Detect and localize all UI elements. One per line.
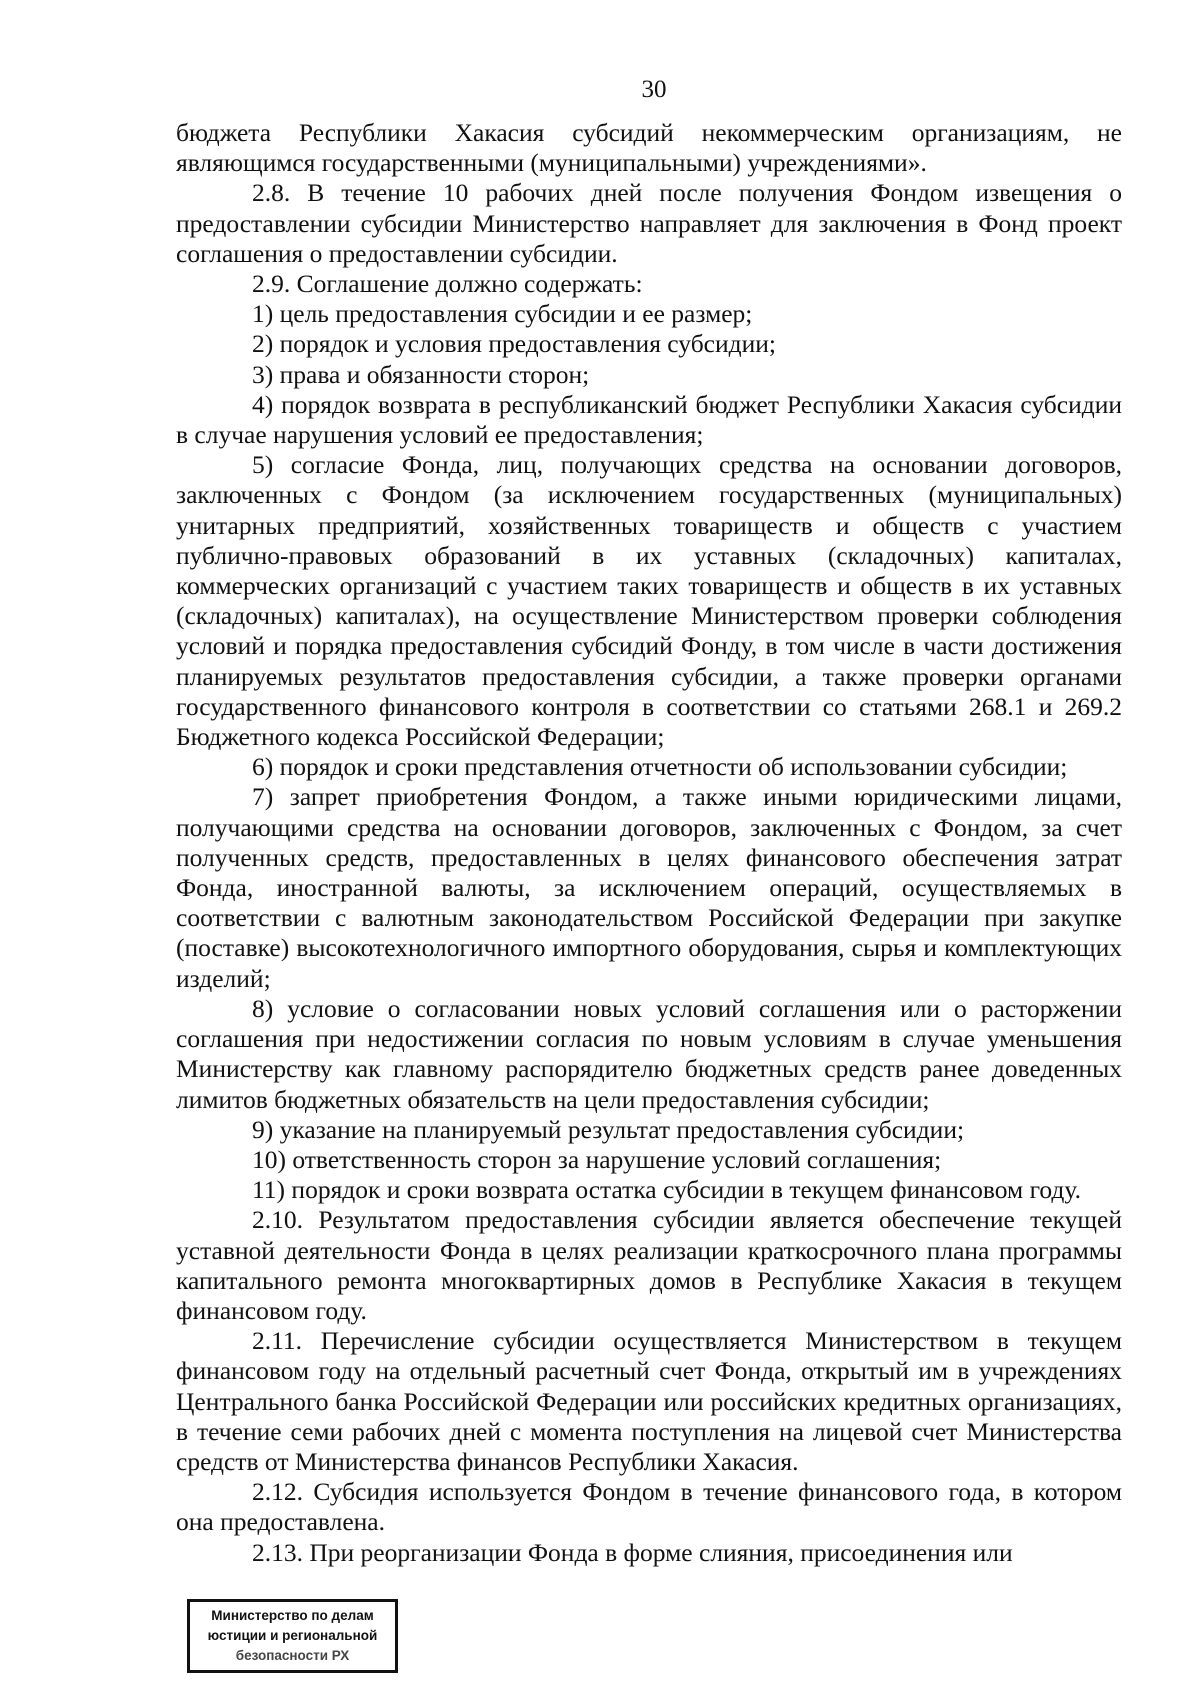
document-body	[176, 118, 1122, 1568]
stamp-line-2: юстиции и региональной	[207, 1628, 378, 1643]
list-item-10: 10) ответственность сторон за нарушение условий соглашения;	[252, 1144, 942, 1174]
list-item-6: 6) порядок и сроки представления отчетности об использовании субсидии;	[252, 752, 1068, 782]
stamp-line-1: Министерство по делам	[211, 1608, 374, 1623]
ministry-stamp	[187, 1599, 398, 1673]
list-item-9: 9) указание на планируемый результат предоставления субсидии;	[252, 1114, 965, 1144]
list-item-8: 8) условие о согласовании новых условий соглашения или о расторжении соглашения при недостижении согласия по новым условиям в случае уменьшения Министерству как главному распорядителю бюджетных средств ранее доведенных лимитов бюджетных обязательств на цели предоставления субсидии;	[176, 993, 1122, 1114]
paragraph-2-9: 2.9. Соглашение должно содержать:	[252, 269, 643, 299]
paragraph-2-10: 2.10. Результатом предоставления субсидии является обеспечение текущей уставной деятельности Фонда в целях реализации краткосрочного плана программы капитального ремонта многоквартирных домов в Республике Хакасия в текущем финансовом году.	[176, 1205, 1122, 1325]
list-item-4: 4) порядок возврата в республиканский бюджет Республики Хакасия субсидии в случае нарушения условий ее предоставления;	[176, 389, 1122, 450]
paragraph-2-13: 2.13. При реорганизации Фонда в форме слияния, присоединения или	[252, 1537, 1013, 1567]
list-item-11: 11) порядок и сроки возврата остатка субсидии в текущем финансовом году.	[252, 1175, 1081, 1205]
stamp-line-3: безопасности РХ	[235, 1648, 350, 1663]
list-item-1: 1) цель предоставления субсидии и ее размер;	[252, 299, 753, 329]
paragraph-2-11: 2.11. Перечисление субсидии осуществляется Министерством в текущем финансовом году на отдельный расчетный счет Фонда, открытый им в учреждениях Центрального банка Российской Федерации или российских кредитных организациях, в течение семи рабочих дней с момента поступления на лицевой счет Министерства средств от Министерства финансов Республики Хакасия.	[176, 1326, 1122, 1476]
list-item-5: 5) согласие Фонда, лиц, получающих средства на основании договоров, заключенных с Фондом (за исключением государственных (муниципальных) унитарных предприятий, хозяйственных товариществ и обществ с участием публично-правовых образований в их уставных (складочных) капиталах, коммерческих организаций с участием таких товариществ и обществ в их уставных (складочных) капиталах), на осуществление Министерством проверки соблюдения условий и порядка предоставления субсидий Фонду, в том числе в части достижения планируемых результатов предоставления субсидии, а также проверки органами государственного финансового контроля в соответствии со статьями 268.1 и 269.2 Бюджетного кодекса Российской Федерации;	[176, 450, 1122, 752]
paragraph-continuation: бюджета Республики Хакасия субсидий некоммерческим организациям, не являющимся государственными (муниципальными) учреждениями».	[176, 118, 1122, 178]
list-item-3: 3) права и обязанности сторон;	[252, 359, 590, 389]
list-item-7: 7) запрет приобретения Фондом, а также иными юридическими лицами, получающими средства на основании договоров, заключенных с Фондом, за счет полученных средств, предоставленных в целях финансового обеспечения затрат Фонда, иностранной валюты, за исключением операций, осуществляемых в соответствии с валютным законодательством Российской Федерации при закупке (поставке) высокотехнологичного импортного оборудования, сырья и комплектующих изделий;	[176, 782, 1122, 993]
paragraph-2-12: 2.12. Субсидия используется Фондом в течение финансового года, в котором она предоставлена.	[176, 1477, 1122, 1537]
page-number: 30	[641, 76, 667, 103]
list-item-2: 2) порядок и условия предоставления субсидии;	[252, 329, 776, 359]
paragraph-2-8: 2.8. В течение 10 рабочих дней после получения Фондом извещения о предоставлении субсидии Министерство направляет для заключения в Фонд проект соглашения о предоставлении субсидии.	[176, 178, 1122, 268]
